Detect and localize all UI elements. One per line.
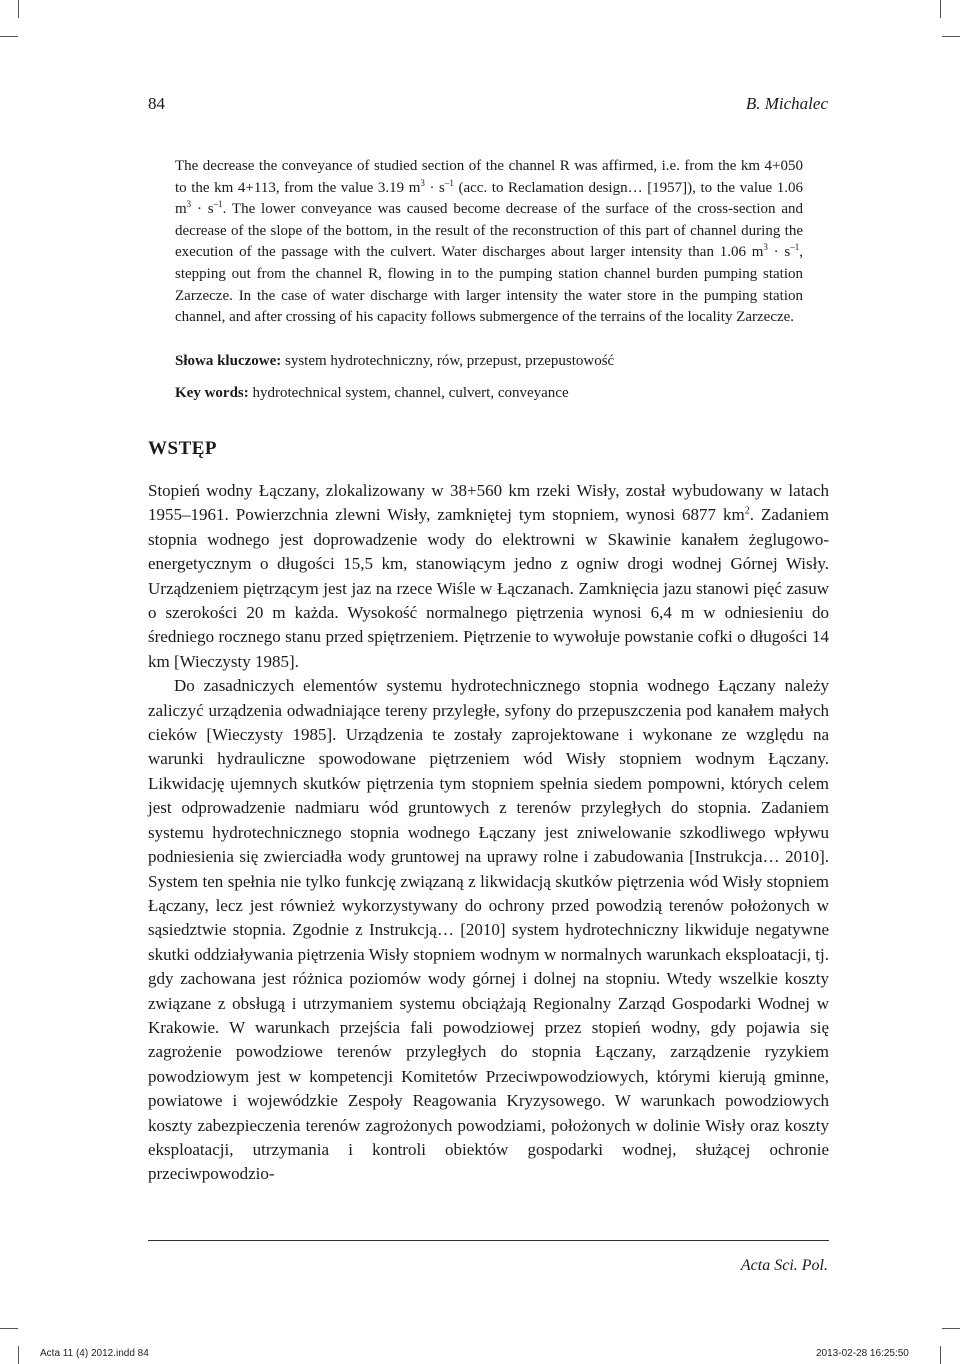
- keywords-polish: Słowa kluczowe: system hydrotechniczny, rów, przepust, przepustowość: [175, 353, 615, 369]
- abstract-paragraph: The decrease the conveyance of studied section of the channel R was affirmed, i.e. from the km 4+050 to the km 4+113, from the value 3.19 $m^3 \cdot s^{-1}$ (acc. to Reclamation design… [1957]), to the value 1.06 $m^3 \cdot s^{-1}$. The lower conveyance was caused become decrease of the surface of the cross-section and decrease of the slope of the bottom, in the result of the reconstruction of this part of channel during the execution of the passage with the culvert. Water discharges about larger intensity than 1.06 $m^3 \cdot s^{-1}$, stepping out from the channel R, flowing in to the pumping station channel burden pumping station Zarzecze. In the case of water discharge with larger intensity the water store in the pumping station channel, and after crossing of his capacity follows submergence of the terrains of the locality Zarzecze.: [175, 158, 803, 326]
- journal-name: Acta Sci. Pol.: [740, 1257, 828, 1274]
- body-paragraph: Do zasadniczych elementów systemu hydrotechnicznego stopnia wodnego Łączany należy zaliczyć urządzenia odwadniające tereny przyległe, syfony do przepuszczenia pod kanałem małych cieków [Wieczysty 1985]. Urządzenia te zostały zaprojektowane i wykonane ze względu na warunki hydrauliczne spowodowane piętrzeniem wód Wisły stopniem wodnym Łączany. Likwidację ujemnych skutków piętrzenia tym stopniem spełnia siedem pompowni, których celem jest odprowadzenie nadmiaru wód gruntowych z terenów przyległych do stopnia. Zadaniem systemu hydrotechnicznego stopnia wodnego Łączany jest zniwelowanie szkodliwego wpływu podniesienia się zwierciadła wody gruntowej na uprawy rolne i zabudowania [Instrukcja… 2010]. System ten spełnia nie tylko funkcję związaną z likwidacją skutków piętrzenia wód Wisły stopniem Łączany, lecz jest również wykorzystywany do ochrony przed powodzią terenów położonych w sąsiedztwie stopnia. Zgodnie z Instrukcją… [2010] system hydrotechniczny likwiduje negatywne skutki oddziaływania piętrzenia Wisły stopniem wodnym w normalnych warunkach eksploatacji, tj. gdy zachowana jest różnica poziomów wody górnej i dolnej na stopniu. Wtedy wszelkie koszty związane z obsługą i utrzymaniem systemu obciążają Regionalny Zarząd Gospodarki Wodnej w Krakowie. W warunkach przejścia fali powodziowej przez stopień wodny, gdy pojawia się zagrożenie powodziowe terenów przyległych do stopnia Łączany, zarządzenie ryzykiem powodziowym jest w kompetencji Komitetów Przeciwpowodziowych, którymi kierują gminne, powiatowe i wojewódzkie Zespoły Reagowania Kryzysowego. W warunkach powodziowych koszty zabezpieczenia terenów zagrożonych powodziami, położonych w dolinie Wisły oraz koszty eksploatacji, utrzymania i kontroli obiektów gospodarki wodnej, służącej ochronie przeciwpowodzio-: [148, 676, 829, 1184]
- crop-mark: [940, 0, 941, 18]
- footer-rule: [148, 1240, 829, 1241]
- body-text: [148, 479, 829, 1187]
- page-number: 84: [148, 94, 165, 113]
- running-header-author: B. Michalec: [745, 94, 828, 113]
- english-abstract: [175, 156, 803, 329]
- crop-mark: [0, 1328, 18, 1329]
- crop-mark: [18, 0, 19, 18]
- section-heading: WSTĘP: [148, 438, 218, 459]
- crop-mark: [942, 1328, 960, 1329]
- print-slug-file: Acta 11 (4) 2012.indd 84: [40, 1348, 149, 1359]
- crop-mark: [942, 36, 960, 37]
- crop-mark: [0, 36, 18, 37]
- print-slug-date: 2013-02-28 16:25:50: [816, 1348, 909, 1359]
- crop-mark: [940, 1346, 941, 1364]
- crop-mark: [18, 1346, 19, 1364]
- keywords-english: Key words: hydrotechnical system, channel, culvert, conveyance: [175, 385, 569, 401]
- body-paragraph: Stopień wodny Łączany, zlokalizowany w 38+560 km rzeki Wisły, został wybudowany w latach 1955–1961. Powierzchnia zlewni Wisły, zamkniętej tym stopniem, wynosi 6877 $km^2$. Zadaniem stopnia wodnego jest doprowadzenie wody do elektrowni w Skawinie kanałem żeglugowo-energetycznym o długości 15,5 km, stanowiącym jedno z ogniw drogi wodnej Górnej Wisły. Urządzeniem piętrzącym jest jaz na rzece Wiśle w Łączanach. Zamknięcia jazu stanowi pięć zasuw o szerokości 20 m każda. Wysokość normalnego piętrzenia wynosi 6,4 m w odniesieniu do średniego rocznego stanu przed spiętrzeniem. Piętrzenie to wywołuje powstanie cofki o długości 14 km [Wieczysty 1985].: [148, 481, 830, 671]
